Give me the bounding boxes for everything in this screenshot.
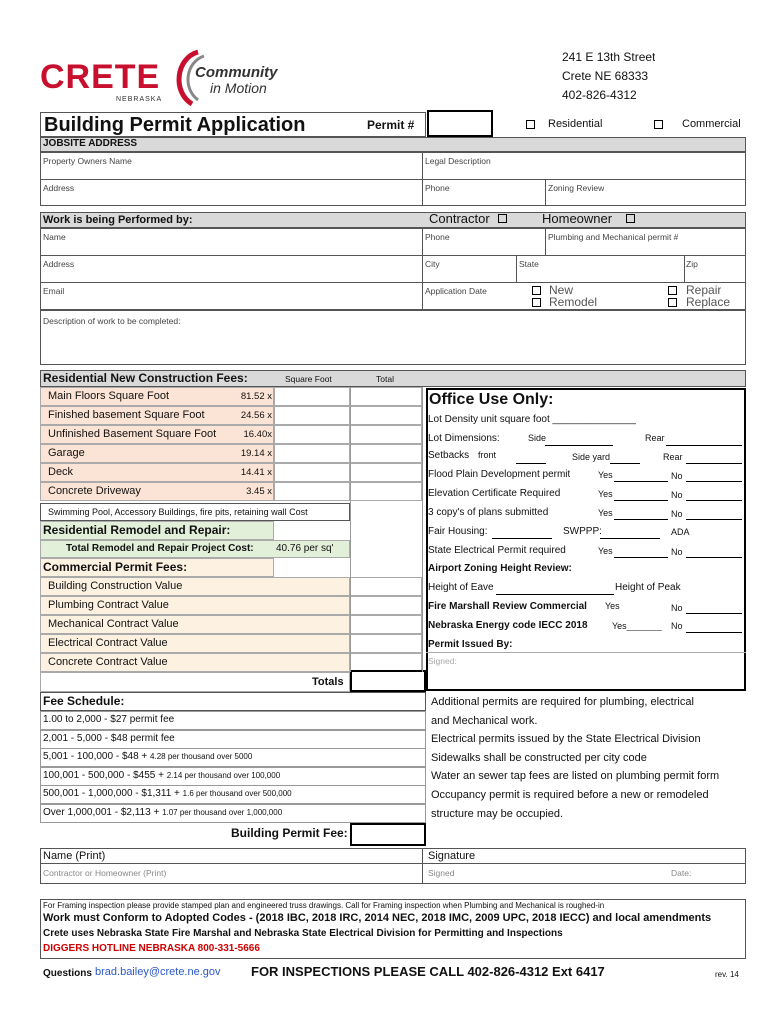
fee-row-total-field[interactable]: [350, 387, 422, 406]
fire-no-field[interactable]: [686, 613, 742, 614]
signature-block: [40, 848, 746, 884]
commercial-row-label: Mechanical Contract Value: [48, 618, 179, 630]
fee-row-rate: 16.40x: [243, 429, 272, 440]
header-city: Crete NE 68333: [562, 69, 649, 83]
fee-schedule-heading: Fee Schedule:: [43, 694, 125, 708]
fee-schedule-small: 4.28 per thousand over 5000: [150, 752, 253, 762]
worker-phone-field[interactable]: Phone: [425, 232, 450, 242]
remodel-heading: Residential Remodel and Repair:: [43, 523, 231, 537]
fee-schedule-main: 5,001 - 100,000 - $48 +: [43, 751, 151, 763]
jobsite-heading: JOBSITE ADDRESS: [43, 138, 138, 149]
fee-row-rate: 19.14 x: [240, 448, 272, 459]
fee-row-rate: 81.52 x: [240, 391, 272, 402]
setback-side-label: Side yard: [572, 452, 611, 462]
setbacks-label: Setbacks: [428, 450, 470, 461]
office-no-label: No: [671, 547, 683, 557]
totals-label-cell: [40, 672, 350, 692]
office-no-field[interactable]: [686, 481, 742, 482]
lot-side-field[interactable]: [545, 445, 613, 446]
fee-row-total-field[interactable]: [350, 482, 422, 501]
swppp-label: SWPPP:: [563, 526, 602, 537]
office-yes-field[interactable]: [614, 500, 668, 501]
office-no-field[interactable]: [686, 500, 742, 501]
fee-row-rate: 3.45 x: [246, 486, 272, 497]
lot-dimensions-label: Lot Dimensions:: [428, 433, 500, 444]
inspections-phone: FOR INSPECTIONS PLEASE CALL 402-826-4312 Ext 6417: [251, 964, 605, 979]
note-line: Electrical permits issued by the State Electrical Division: [431, 733, 701, 746]
fee-schedule-line: [43, 751, 252, 762]
setback-rear-label: Rear: [663, 452, 683, 462]
commercial-row-label: Concrete Contract Value: [48, 656, 168, 668]
work-heading: Work is being Performed by:: [43, 214, 193, 226]
commercial-row-label: Building Construction Value: [48, 580, 183, 592]
fee-schedule-small: 2.14 per thousand over 100,000: [166, 770, 281, 780]
commercial-heading: Commercial Permit Fees:: [43, 560, 188, 574]
fee-schedule-line: [43, 770, 280, 781]
office-yes-field[interactable]: [614, 481, 668, 482]
fee-schedule-main: 1.00 to 2,000 - $27 permit fee: [43, 714, 175, 725]
fee-row-label: Main Floors Square Foot: [48, 390, 170, 402]
fee-row-sqft-field[interactable]: [274, 463, 350, 482]
contractor-print-field[interactable]: Contractor or Homeowner (Print): [43, 868, 167, 878]
jobsite-phone-field[interactable]: Phone: [425, 183, 450, 193]
date-field[interactable]: Date:: [671, 868, 692, 878]
revision-label: rev. 14: [715, 970, 739, 979]
logo-city: CRETE: [40, 58, 161, 96]
fire-yes-label: Yes: [605, 601, 620, 611]
note-line: and Mechanical work.: [431, 714, 538, 727]
homeowner-checkbox[interactable]: [624, 213, 637, 224]
remodel-cost-label: Total Remodel and Repair Project Cost:: [66, 543, 254, 554]
fee-schedule-main: 500,001 - 1,000,000 - $1,311 +: [43, 788, 183, 800]
fee-row-sqft-field[interactable]: [274, 425, 350, 444]
residential-label: Residential: [548, 118, 603, 130]
header-phone: 402-826-4312: [562, 88, 637, 102]
setback-front-field[interactable]: [516, 463, 546, 464]
plumbing-permit-field[interactable]: Plumbing and Mechanical permit #: [548, 232, 679, 242]
energy-no-label: No: [671, 621, 683, 631]
fee-row-sqft-field[interactable]: [274, 444, 350, 463]
legal-description-field[interactable]: Legal Description: [425, 156, 491, 166]
contractor-checkbox[interactable]: [496, 213, 509, 224]
replace-checkbox[interactable]: [666, 297, 679, 308]
permit-issued-label: Permit Issued By:: [428, 639, 513, 650]
commercial-label: Commercial: [682, 118, 741, 130]
fee-row-total-field[interactable]: [350, 463, 422, 482]
jobsite-header: [40, 137, 746, 152]
logo-tagline-2: in Motion: [210, 80, 267, 96]
energy-no-field[interactable]: [686, 632, 742, 633]
fair-housing-label: Fair Housing:: [428, 526, 488, 537]
fee-schedule-line: [43, 807, 282, 818]
commercial-row-label: Electrical Contract Value: [48, 637, 168, 649]
worker-email-field[interactable]: Email: [43, 286, 65, 296]
fee-row-total-field[interactable]: [350, 444, 422, 463]
energy-yes-label[interactable]: Yes_______: [612, 621, 662, 631]
office-yes-field[interactable]: [614, 557, 668, 558]
crete-uses-note: Crete uses Nebraska State Fire Marshal and Nebraska State Electrical Division for Permitting and Inspections: [43, 928, 563, 939]
worker-address-field[interactable]: Address: [43, 259, 75, 269]
commercial-row-total-field[interactable]: [350, 596, 422, 615]
owner-name-field[interactable]: Property Owners Name: [43, 156, 132, 166]
note-line: Occupancy permit is required before a new or remodeled: [431, 789, 709, 801]
diggers-hotline: DIGGERS HOTLINE NEBRASKA 800-331-5666: [43, 943, 260, 954]
fee-row-total-field[interactable]: [350, 425, 422, 444]
replace-label: Replace: [686, 295, 731, 309]
contractor-label: Contractor: [429, 211, 490, 226]
totals-label: Totals: [312, 676, 344, 688]
commercial-row-total-field[interactable]: [350, 615, 422, 634]
remodel-rate: 40.76 per sq': [276, 543, 334, 554]
page-title: Building Permit Application: [44, 114, 306, 136]
setback-rear-field[interactable]: [686, 463, 742, 464]
worker-zip-field[interactable]: Zip: [686, 259, 698, 269]
lot-rear-label: Rear: [645, 433, 665, 443]
fee-row-label: Finished basement Square Foot: [48, 409, 205, 421]
col-total: Total: [376, 374, 394, 384]
commercial-row-total-field[interactable]: [350, 577, 422, 596]
fee-row-sqft-field[interactable]: [274, 387, 350, 406]
fee-schedule-main: 2,001 - 5,000 - $48 permit fee: [43, 732, 175, 744]
application-date-field[interactable]: Application Date: [425, 286, 487, 296]
new-checkbox[interactable]: [530, 285, 543, 296]
signature-label: Signature: [428, 850, 476, 862]
office-no-label: No: [671, 471, 683, 481]
fire-marshall-label: Fire Marshall Review Commercial: [428, 601, 587, 612]
note-line: Sidewalks shall be constructed per city code: [431, 751, 647, 764]
lot-density[interactable]: Lot Density unit square foot _______________: [428, 414, 636, 425]
swimming-pool-label: Swimming Pool, Accessory Buildings, fire pits, retaining wall Cost: [48, 507, 308, 517]
framing-note: For Framing inspection please provide stamped plan and engineered truss drawings. Call for Framing inspection when Plumbing and Mechanical is roughed-in: [43, 901, 605, 910]
fee-schedule-line: [43, 714, 174, 725]
jobsite-address-field[interactable]: Address: [43, 183, 75, 193]
totals-field[interactable]: [350, 670, 426, 692]
fee-schedule-main: 100,001 - 500,000 - $455 +: [43, 769, 167, 781]
fee-schedule-line: [43, 733, 175, 744]
commercial-row-label: Plumbing Contract Value: [48, 599, 169, 611]
permit-fee-label: Building Permit Fee:: [231, 826, 348, 840]
permit-fee-field[interactable]: [350, 823, 426, 846]
col-square-foot: Square Foot: [285, 374, 332, 384]
logo-tagline-1: Community: [195, 64, 278, 81]
new-label: New: [549, 283, 574, 297]
logo-state: NEBRASKA: [116, 96, 163, 103]
energy-code-label: Nebraska Energy code IECC 2018: [428, 620, 588, 631]
repair-label: Repair: [686, 283, 722, 297]
fire-no-label: No: [671, 603, 683, 613]
worker-city-field[interactable]: City: [425, 259, 440, 269]
fair-housing-field[interactable]: [492, 538, 552, 539]
fee-row-label: Garage: [48, 447, 85, 459]
note-line: structure may be occupied.: [431, 807, 564, 820]
office-yes-label: Yes: [598, 489, 613, 499]
office-heading: Office Use Only:: [429, 391, 554, 408]
office-state-elec-label: State Electrical Permit required: [428, 545, 566, 556]
ada-label: ADA: [671, 527, 690, 537]
peak-label: Height of Peak: [615, 582, 681, 593]
description-label: Description of work to be completed:: [43, 316, 181, 326]
zoning-review-field[interactable]: Zoning Review: [548, 183, 605, 193]
office-flood-label: Flood Plain Development permit: [428, 469, 571, 480]
permit-number-field[interactable]: [427, 110, 493, 137]
fee-row-label: Deck: [48, 466, 74, 478]
commercial-row-total-field[interactable]: [350, 634, 422, 653]
office-no-field[interactable]: [686, 557, 742, 558]
fee-schedule-small: 1.6 per thousand over 500,000: [182, 789, 292, 799]
fees-heading: Residential New Construction Fees:: [43, 371, 248, 385]
lot-rear-field[interactable]: [666, 445, 742, 446]
name-print-label: Name (Print): [43, 850, 106, 862]
codes-note: Work must Conform to Adopted Codes - (2018 IBC, 2018 IRC, 2014 NEC, 2018 IMC, 2009 UPC, 2018 IECC) and local amendments: [43, 912, 712, 924]
permit-label: Permit #: [367, 118, 415, 132]
office-no-label: No: [671, 509, 683, 519]
worker-state-field[interactable]: State: [519, 259, 539, 269]
office-copies-label: 3 copy's of plans submitted: [428, 507, 549, 518]
airport-review-label: Airport Zoning Height Review:: [428, 563, 572, 574]
eave-field[interactable]: [496, 594, 614, 595]
fee-row-sqft-field[interactable]: [274, 406, 350, 425]
setback-front-label: front: [478, 450, 497, 460]
fee-row-total-field[interactable]: [350, 406, 422, 425]
remodel-label: Remodel: [549, 295, 598, 309]
remodel-checkbox[interactable]: [530, 297, 543, 308]
office-yes-label: Yes: [598, 508, 613, 518]
repair-checkbox[interactable]: [666, 285, 679, 296]
office-elevation-label: Elevation Certificate Required: [428, 488, 561, 499]
fee-schedule-line: [43, 788, 292, 799]
setback-side-field[interactable]: [610, 463, 640, 464]
logo: [40, 48, 290, 108]
lot-side-label: Side: [528, 433, 547, 443]
fee-schedule-small: 1.07 per thousand over 1,000,000: [162, 808, 283, 817]
homeowner-label: Homeowner: [542, 211, 613, 226]
fee-row-rate: 24.56 x: [240, 410, 272, 421]
header-address: 241 E 13th Street: [562, 50, 656, 64]
office-no-field[interactable]: [686, 519, 742, 520]
worker-name-field[interactable]: Name: [43, 232, 66, 242]
office-yes-field[interactable]: [614, 519, 668, 520]
fee-row-label: Concrete Driveway: [48, 485, 141, 497]
note-line: Water an sewer tap fees are listed on plumbing permit form: [431, 770, 720, 783]
signed-field[interactable]: Signed: [428, 868, 455, 878]
fee-schedule-main: Over 1,000,001 - $2,113 +: [43, 807, 163, 818]
questions-label: Questions: [43, 968, 92, 979]
eave-label: Height of Eave: [428, 582, 494, 593]
fee-row-sqft-field[interactable]: [274, 482, 350, 501]
residential-checkbox[interactable]: [524, 119, 537, 130]
office-no-label: No: [671, 490, 683, 500]
office-yes-label: Yes: [598, 546, 613, 556]
fee-row-rate: 14.41 x: [240, 467, 272, 478]
fee-row-label: Unfinished Basement Square Foot: [48, 428, 217, 440]
office-signed-field[interactable]: Signed:: [428, 656, 457, 666]
commercial-checkbox[interactable]: [652, 119, 665, 130]
swppp-field[interactable]: [600, 538, 660, 539]
contact-email-link[interactable]: brad.bailey@crete.ne.gov: [95, 966, 221, 978]
note-line: Additional permits are required for plumbing, electrical: [431, 696, 694, 708]
office-yes-label: Yes: [598, 470, 613, 480]
